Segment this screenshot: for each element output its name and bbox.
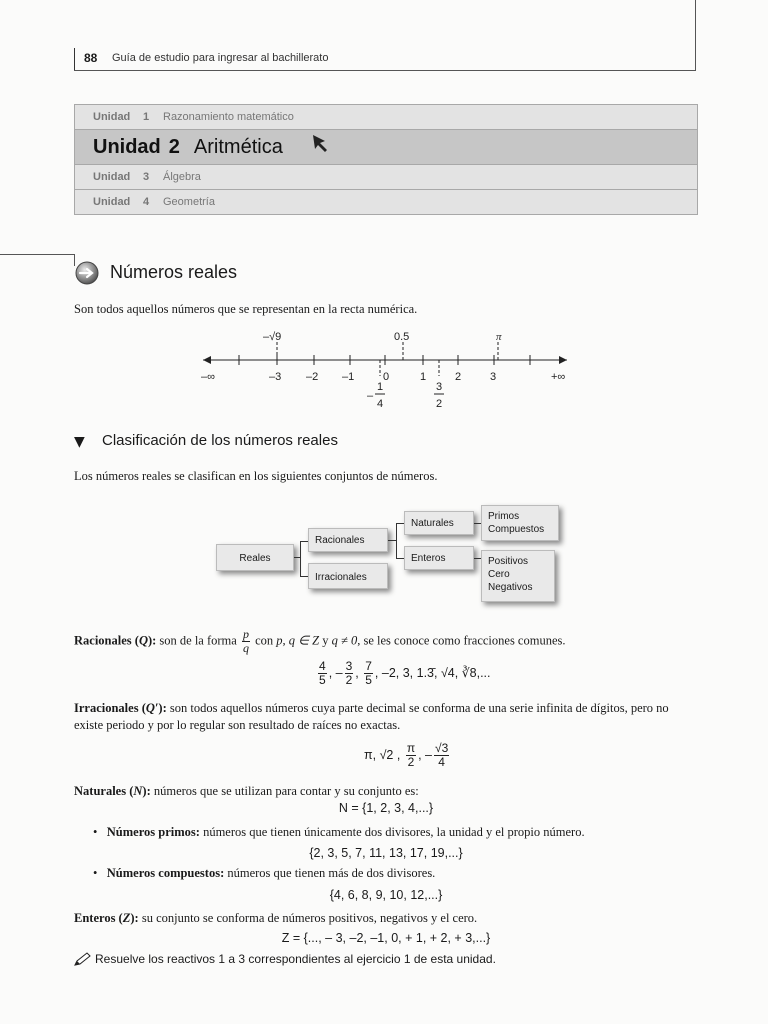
tick-label: –∞ [201, 371, 215, 383]
tick-label: 3 [490, 371, 497, 383]
term: Enteros (Z): [74, 911, 139, 925]
tick-label: –1 [342, 371, 355, 383]
unit-label: Unidad [93, 111, 131, 123]
section-rule [0, 254, 74, 255]
box-enteros-sub [481, 550, 555, 602]
pencil-icon [74, 952, 92, 966]
mark-label: 0.5 [394, 331, 410, 343]
page-number: 88 [84, 51, 98, 65]
fraction: $\frac{7}{5}$ [365, 659, 372, 687]
unit-number: 4 [143, 196, 150, 208]
fraction: $\frac{p}{q}$ [242, 627, 249, 655]
unit-name: Álgebra [163, 171, 201, 183]
irracionales-examples: π, √2 , $\frac{\pi}{2}$ , – $\frac{√3}{4}$ [364, 741, 449, 769]
frac-num: 1 [377, 381, 384, 393]
connector [474, 558, 481, 559]
section-intro: Son todos aquellos números que se representan en la recta numérica. [74, 302, 418, 316]
box-reales: Reales [216, 544, 294, 571]
racionales-examples: $\frac{4}{5}$ , – $\frac{3}{2}$ , $\frac{7}{5}$ , –2, 3, 1.3̄, √4, ∛8,... [319, 659, 491, 687]
number-line [195, 328, 575, 418]
unit-name: Razonamiento matemático [163, 111, 294, 123]
left-arrow-icon [203, 356, 211, 364]
exercise-note [74, 952, 496, 966]
tick-label: 2 [455, 371, 462, 383]
enteros-set: Z = {..., – 3, –2, –1, 0, + 1, + 2, + 3,...} [281, 931, 491, 945]
list-item: Negativos [488, 582, 533, 593]
box-naturales: Naturales [404, 511, 474, 535]
header-rule-right [695, 0, 696, 71]
racionales-definition: Racionales (Q): son de la forma $\frac{p}{q}$ con p, q ∈ Z y q ≠ 0, se les conoce como fracciones comunes. [74, 627, 566, 655]
list-item: Cero [488, 569, 510, 580]
frac-num: 3 [436, 381, 443, 393]
tab-unidad-1[interactable] [75, 105, 697, 130]
list-item: Primos [488, 511, 520, 522]
tick-label: –2 [306, 371, 319, 383]
section-title: Números reales [110, 262, 238, 282]
box-irracionales: Irracionales [308, 563, 388, 589]
right-arrow-icon [559, 356, 567, 364]
exercise-note-text: Resuelve los reactivos 1 a 3 correspondientes al ejercicio 1 de esta unidad. [95, 952, 496, 966]
unit-label: Unidad [93, 135, 161, 158]
section-arrow-icon [74, 260, 100, 286]
frac-den: 4 [377, 398, 384, 410]
mark-label: –√9 [263, 331, 282, 343]
irracionales-definition: Irracionales (Q′): son todos aquellos números cuya parte decimal se conforma de una serie infinita de dígitos, pero no existe periodo y por lo regular son resultado de raíces no exactas. [74, 701, 669, 732]
term: Irracionales (Q′): [74, 701, 167, 715]
connector [388, 540, 396, 541]
primos-item: • Números primos: números que tienen únicamente dos divisores, la unidad y el propio número. [93, 825, 585, 839]
book-title: Guía de estudio para ingresar al bachillerato [112, 52, 329, 64]
box-naturales-sub [481, 505, 559, 541]
compuestos-item: • Números compuestos: números que tienen más de dos divisores. [93, 866, 436, 880]
unit-tabs [74, 104, 698, 215]
unit-number: 1 [143, 111, 150, 123]
list-item: Positivos [488, 556, 529, 567]
connector [474, 523, 481, 524]
tab-unidad-2[interactable] [75, 130, 697, 165]
unit-name: Geometría [163, 196, 215, 208]
triangle-bullet-icon: ▼ [74, 434, 85, 450]
frac-den: 2 [436, 398, 443, 410]
connector [396, 558, 404, 559]
enteros-definition: Enteros (Z): su conjunto se conforma de números positivos, negativos y el cero. [74, 911, 478, 925]
box-enteros: Enteros [404, 546, 474, 570]
frac-sign: – [367, 390, 374, 402]
tick-label: –3 [269, 371, 282, 383]
header-rule-left [74, 48, 75, 70]
connector [300, 576, 308, 577]
box-racionales: Racionales [308, 528, 388, 552]
unit-number: 3 [143, 171, 150, 183]
tick-label: +∞ [551, 371, 566, 383]
tab-unidad-3[interactable] [75, 165, 697, 190]
connector [300, 541, 308, 542]
tab-unidad-4[interactable] [75, 190, 697, 214]
connector [300, 541, 301, 576]
mark-label: π [496, 331, 502, 343]
fraction: $\frac{\pi}{2}$ [406, 741, 416, 769]
cursor-arrow-icon [311, 132, 335, 156]
unit-label: Unidad [93, 196, 131, 208]
tick-label: 0 [383, 371, 390, 383]
fraction: $\frac{3}{2}$ [345, 659, 353, 687]
naturales-set: N = {1, 2, 3, 4,...} [338, 801, 434, 815]
tick-label: 1 [420, 371, 427, 383]
subsection-intro: Los números reales se clasifican en los siguientes conjuntos de números. [74, 469, 438, 483]
header-rule [74, 70, 696, 71]
primos-set: {2, 3, 5, 7, 11, 13, 17, 19,...} [309, 846, 463, 860]
connector [396, 523, 404, 524]
subsection-title: Clasificación de los números reales [102, 432, 338, 449]
unit-label: Unidad [93, 171, 131, 183]
unit-name: Aritmética [193, 135, 283, 158]
compuestos-set: {4, 6, 8, 9, 10, 12,...} [329, 888, 443, 902]
connector [396, 523, 397, 558]
term: Racionales (Q): [74, 633, 157, 648]
fraction: $\frac{4}{5}$ [319, 659, 326, 687]
term: Naturales (N): [74, 784, 151, 798]
unit-number: 2 [168, 135, 180, 158]
list-item: Compuestos [488, 524, 545, 535]
fraction: $\frac{√3}{4}$ [435, 741, 449, 769]
naturales-definition: Naturales (N): números que se utilizan para contar y su conjunto es: [74, 784, 419, 798]
